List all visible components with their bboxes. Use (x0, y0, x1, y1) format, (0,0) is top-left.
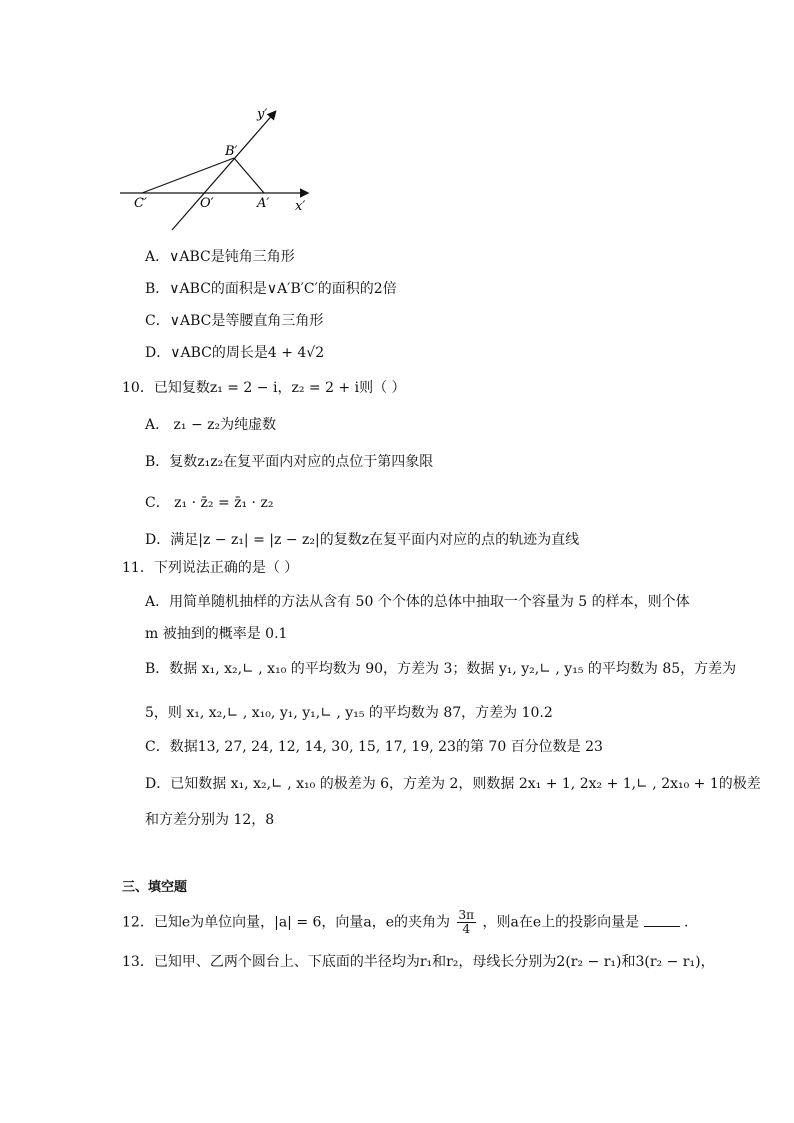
q12-fraction-numerator: 3π (458, 908, 475, 922)
q13-line: 13．已知甲、乙两个圆台上、下底面的半径均为r₁和r₂，母线长分别为2(r₂ − r₁)和3(r₂ − r₁)， (122, 954, 715, 970)
q10-stem: 10．已知复数z₁ = 2 − i，z₂ = 2 + i则（ ） (122, 380, 406, 396)
q11-option-a-line1: A．用简单随机抽样的方法从含有 50 个个体的总体中抽取一个容量为 5 的样本，则个体 (145, 594, 690, 610)
label-x-prime: x′ (295, 199, 306, 214)
y-axis (172, 112, 275, 230)
q10-option-b: B．复数z₁z₂在复平面内对应的点位于第四象限 (145, 454, 434, 470)
q11-option-b-line2: 5，则 x₁, x₂,∟ , x₁₀, y₁, y₁,∟ , y₁₅ 的平均数为 87，方差为 10.2 (145, 705, 553, 721)
q12-line (122, 909, 689, 936)
section-fill-in-blank-heading: 三、填空题 (122, 880, 188, 895)
q9-option-d: D．∨ABC的周长是4 + 4√2 (145, 345, 325, 361)
q12-fraction (457, 909, 477, 936)
q11-option-c: C．数据13, 27, 24, 12, 14, 30, 15, 17, 19, 23的第 70 百分位数是 23 (145, 739, 603, 755)
q10-option-a: A． z₁ − z₂为纯虚数 (145, 417, 277, 433)
q12-fraction-denominator: 4 (462, 922, 471, 936)
q10-option-d: D．满足|z − z₁| = |z − z₂|的复数z在复平面内对应的点的轨迹为直线 (145, 532, 580, 548)
q12-text-before: 12．已知e为单位向量，|a| = 6，向量a，e的夹角为 (122, 914, 451, 931)
q11-option-d-line2: 和方差分别为 12，8 (145, 812, 275, 828)
q12-text-after: ，则a在e上的投影向量是 (482, 914, 640, 931)
q11-option-a-line2: m 被抽到的概率是 0.1 (145, 626, 288, 642)
q12-answer-blank[interactable] (644, 912, 680, 927)
q12-text-end: . (684, 914, 689, 931)
q11-option-d-line1: D．已知数据 x₁, x₂,∟ , x₁₀ 的极差为 6，方差为 2，则数据 2x₁ + 1, 2x₂ + 1,∟ , 2x₁₀ + 1的极差 (145, 776, 761, 792)
q9-option-b: B．∨ABC的面积是∨A′B′C′的面积的2倍 (145, 281, 397, 297)
label-y-prime: y′ (257, 107, 268, 122)
oblique-axes-figure (112, 100, 322, 235)
label-b-prime: B′ (225, 144, 238, 159)
segment-b-a (234, 158, 264, 193)
q9-option-a: A．∨ABC是钝角三角形 (145, 249, 295, 265)
q9-option-c: C．∨ABC是等腰直角三角形 (145, 313, 324, 329)
q10-option-c: C． z₁ · z̄₂ = z̄₁ · z₂ (145, 495, 274, 511)
label-o-prime: O′ (200, 196, 214, 211)
label-c-prime: C′ (134, 196, 147, 211)
label-a-prime: A′ (257, 196, 270, 211)
q11-option-b-line1: B．数据 x₁, x₂,∟ , x₁₀ 的平均数为 90，方差为 3；数据 y₁, y₂,∟ , y₁₅ 的平均数为 85，方差为 (145, 661, 737, 677)
q11-stem: 11．下列说法正确的是（ ） (122, 560, 299, 576)
